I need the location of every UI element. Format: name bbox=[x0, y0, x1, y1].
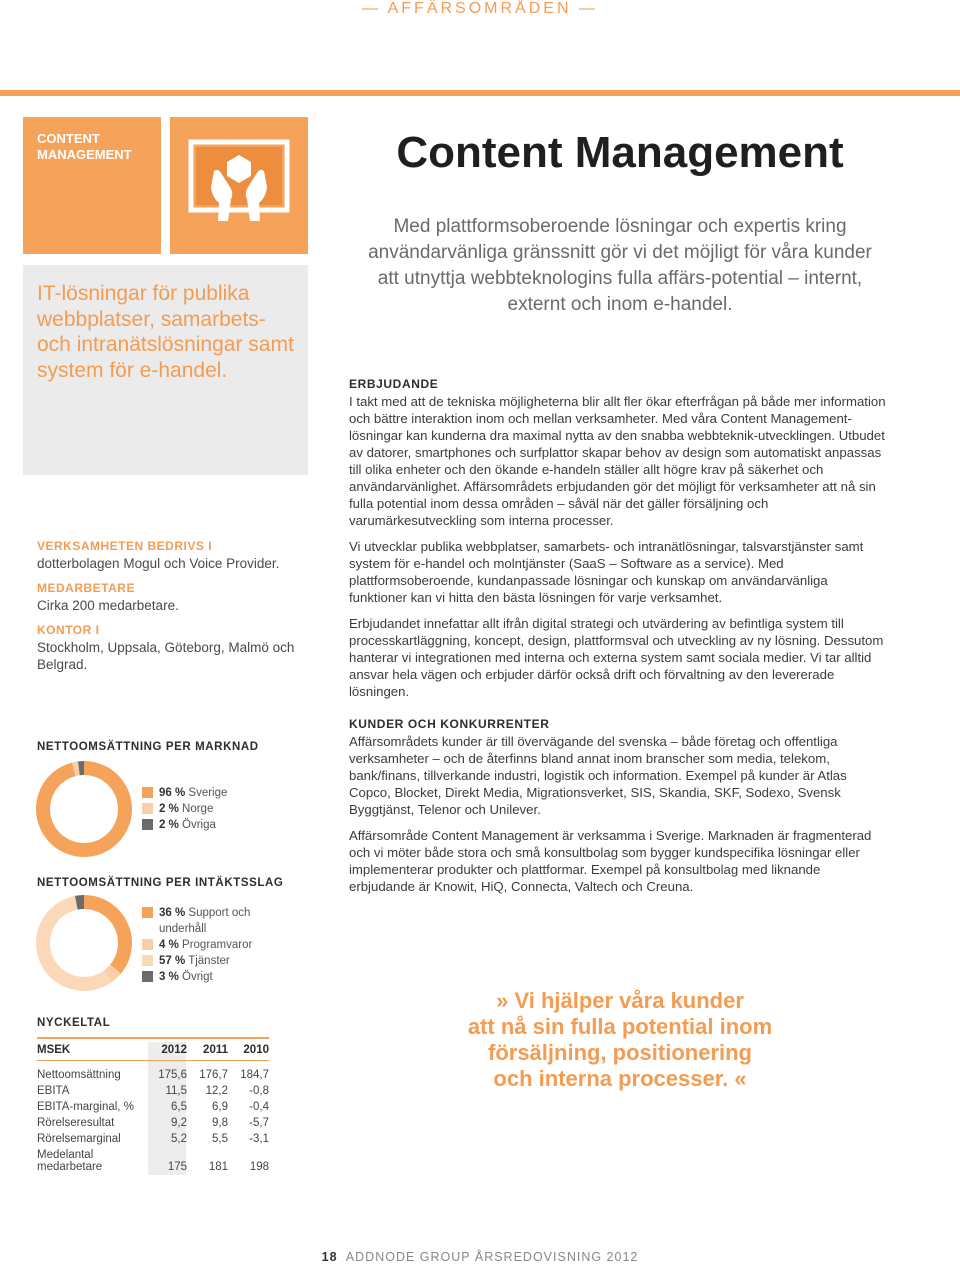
business-area-title-line1: CONTENT bbox=[37, 131, 132, 147]
revenue-donut-chart bbox=[36, 895, 132, 991]
kpi-value: 175 bbox=[146, 1161, 187, 1173]
offer-paragraph-2: Vi utvecklar publika webbplatser, samarbets- och intranätlösningar, talsvarstjänster samt system för e-handel och molntjänster (SaaS – Software as a service). Med plattformsoberoende, kundanpassade lösningar och kunskap om användarvänliga funktioner kan vi hitta den bästa lösningen för varje verksamhet. bbox=[349, 538, 889, 606]
quote-open-mark: » bbox=[496, 988, 508, 1013]
legend-label: 36 % Support och underhåll bbox=[159, 905, 272, 937]
kpi-unit: MSEK bbox=[37, 1044, 146, 1056]
kpi-value: 5,5 bbox=[187, 1133, 228, 1145]
page-footer bbox=[0, 1250, 960, 1264]
fact-employees-label: MEDARBETARE bbox=[37, 581, 135, 595]
market-donut-chart bbox=[36, 761, 132, 857]
donut-slice-övrigt bbox=[76, 902, 84, 903]
business-area-title-line2: MANAGEMENT bbox=[37, 147, 132, 163]
legend-item bbox=[142, 801, 272, 817]
legend-item bbox=[142, 817, 272, 833]
revenue-chart-title: NETTOOMSÄTTNING PER INTÄKTSSLAG bbox=[37, 877, 283, 889]
legend-swatch bbox=[142, 939, 153, 950]
business-area-box bbox=[23, 117, 161, 254]
market-chart-title: NETTOOMSÄTTNING PER MARKNAD bbox=[37, 741, 259, 753]
market-legend bbox=[142, 785, 272, 833]
kpi-value: 9,2 bbox=[146, 1117, 187, 1129]
kpi-row-label: Rörelsemarginal bbox=[37, 1133, 146, 1145]
quote-line-2: att nå sin fulla potential inom bbox=[468, 1014, 772, 1039]
legend-item bbox=[142, 937, 272, 953]
kpi-row-label: Rörelseresultat bbox=[37, 1117, 146, 1129]
kpi-value: 6,9 bbox=[187, 1101, 228, 1113]
pull-quote bbox=[430, 988, 810, 1092]
kpi-header-row bbox=[37, 1044, 269, 1061]
tagline-text: IT-lösningar för publika webbplatser, samarbets- och intranätslösningar samt system för e-handel. bbox=[37, 281, 302, 383]
kpi-value: 176,7 bbox=[187, 1069, 228, 1081]
legend-label: 2 % Övriga bbox=[159, 817, 216, 833]
fact-offices-label: KONTOR I bbox=[37, 623, 99, 637]
revenue-legend bbox=[142, 905, 272, 985]
legend-swatch bbox=[142, 819, 153, 830]
kpi-value: 181 bbox=[187, 1161, 228, 1173]
donut-slice-tjänster bbox=[43, 903, 108, 984]
fact-employees bbox=[37, 579, 297, 614]
quote-line-1: Vi hjälper våra kunder bbox=[514, 988, 743, 1013]
tagline-box bbox=[23, 265, 308, 475]
kpi-row bbox=[37, 1085, 269, 1097]
kpi-row bbox=[37, 1133, 269, 1145]
customers-paragraph-2: Affärsområde Content Management är verksamma i Sverige. Marknaden är fragmenterad och vi möter både stora och små konsultbolag som bygger kundspecifika lösningar eller implementerar produkter och plattformar. Exempel på konsultbolag med liknande erbjudande är Knowit, HiQ, Connecta, Valtech och Creuna. bbox=[349, 827, 889, 895]
orange-divider bbox=[0, 90, 960, 96]
offer-heading: ERBJUDANDE bbox=[349, 376, 889, 393]
fact-offices bbox=[37, 621, 297, 673]
customers-heading: KUNDER OCH KONKURRENTER bbox=[349, 716, 889, 733]
quote-line-4: och interna processer. bbox=[493, 1066, 728, 1091]
kpi-value: -5,7 bbox=[228, 1117, 269, 1129]
legend-item bbox=[142, 969, 272, 985]
customers-paragraph-1: Affärsområdets kunder är till övervägande del svenska – både företag och offentliga verksamheter – och de återfinns bland annat inom branscher som media, telekom, bank/finans, tillverkande industri, logistik och information. Exempel på kunder är Atlas Copco, Blocket, Direkt Media, Migrationsverket, SIS, Skandia, SKF, Sodexo, Svensk Byggtjänst, Telenor och Unilever. bbox=[349, 733, 889, 818]
donut-slice-norge bbox=[74, 768, 79, 769]
kpi-table bbox=[37, 1044, 269, 1177]
kpi-row-label: Medelantal medarbetare bbox=[37, 1149, 146, 1173]
fact-operations bbox=[37, 537, 297, 572]
legend-label: 2 % Norge bbox=[159, 801, 213, 817]
quote-close-mark: « bbox=[734, 1066, 746, 1091]
fact-employees-value: Cirka 200 medarbetare. bbox=[37, 598, 179, 613]
kpi-value: 198 bbox=[228, 1161, 269, 1173]
kpi-value: -0,8 bbox=[228, 1085, 269, 1097]
legend-label: 4 % Programvaror bbox=[159, 937, 252, 953]
offer-paragraph-1: I takt med att de tekniska möjligheterna blir allt fler ökar efterfrågan på både mer information och bättre interaktion inom och mellan verksamheter. Med våra Content Management-lösningar kan kunderna dra maximal nytta av den snabba webbteknik-utvecklingen. Utbudet av datorer, smartphones och surfplattor skapar behov av design som automatiskt anpassas till olika enheter och den ökande e-handeln ställer allt högre krav på säkerhet och användarvänlighet. Affärsområdets erbjudanden gör det möjligt för verksamheter att nå sin fulla potential inom dessa områden – såväl när det gäller försäljning och varumärkesutveckling som interna processer. bbox=[349, 393, 889, 529]
donut-slice-support-och-underhåll bbox=[84, 902, 125, 969]
icon-box bbox=[170, 117, 308, 254]
legend-swatch bbox=[142, 955, 153, 966]
intro-text: Med plattformsoberoende lösningar och expertis kring användarvänliga gränssnitt gör vi det möjligt för våra kunder att utnyttja webbteknologins fulla affärs-potential – internt, externt och inom e-handel. bbox=[360, 214, 880, 318]
kpi-value: 9,8 bbox=[187, 1117, 228, 1129]
kpi-year: 2012 bbox=[146, 1044, 187, 1056]
legend-item bbox=[142, 905, 272, 937]
business-area-title bbox=[37, 131, 132, 163]
kpi-row-label: EBITA-marginal, % bbox=[37, 1101, 146, 1113]
kpi-value: 175,6 bbox=[146, 1069, 187, 1081]
legend-swatch bbox=[142, 787, 153, 798]
legend-item bbox=[142, 785, 272, 801]
kpi-row bbox=[37, 1101, 269, 1113]
kpi-row-label: EBITA bbox=[37, 1085, 146, 1097]
page-number: 18 bbox=[322, 1250, 338, 1264]
footer-text: ADDNODE GROUP ÅRSREDOVISNING 2012 bbox=[346, 1250, 639, 1264]
legend-swatch bbox=[142, 803, 153, 814]
kpi-value: 5,2 bbox=[146, 1133, 187, 1145]
hands-holding-cube-monitor-icon bbox=[170, 117, 308, 254]
kpi-value: -0,4 bbox=[228, 1101, 269, 1113]
kpi-value: 12,2 bbox=[187, 1085, 228, 1097]
kpi-row-label: Nettoomsättning bbox=[37, 1069, 146, 1081]
legend-label: 3 % Övrigt bbox=[159, 969, 213, 985]
offer-section bbox=[349, 376, 889, 709]
fact-operations-value: dotterbolagen Mogul och Voice Provider. bbox=[37, 556, 279, 571]
kpi-value: 6,5 bbox=[146, 1101, 187, 1113]
facts-block bbox=[37, 537, 297, 680]
legend-item bbox=[142, 953, 272, 969]
kpi-row bbox=[37, 1069, 269, 1081]
kpi-heading: NYCKELTAL bbox=[37, 1017, 110, 1029]
kpi-top-rule bbox=[37, 1037, 269, 1039]
legend-swatch bbox=[142, 971, 153, 982]
legend-swatch bbox=[142, 907, 153, 918]
kpi-value: 11,5 bbox=[146, 1085, 187, 1097]
customers-section bbox=[349, 716, 889, 904]
donut-slice-programvaror bbox=[108, 969, 115, 976]
fact-operations-label: VERKSAMHETEN BEDRIVS I bbox=[37, 539, 212, 553]
fact-offices-value: Stockholm, Uppsala, Göteborg, Malmö och Belgrad. bbox=[37, 640, 294, 672]
donut-slice-sverige bbox=[43, 768, 125, 850]
kpi-year: 2010 bbox=[228, 1044, 269, 1056]
kpi-value: 184,7 bbox=[228, 1069, 269, 1081]
legend-label: 96 % Sverige bbox=[159, 785, 227, 801]
section-label: — AFFÄRSOMRÅDEN — bbox=[0, 0, 960, 18]
legend-label: 57 % Tjänster bbox=[159, 953, 230, 969]
quote-line-3: försäljning, positionering bbox=[488, 1040, 752, 1065]
kpi-row bbox=[37, 1149, 269, 1173]
page-title: Content Management bbox=[360, 128, 880, 178]
kpi-value: -3,1 bbox=[228, 1133, 269, 1145]
offer-paragraph-3: Erbjudandet innefattar allt ifrån digital strategi och utvärdering av befintliga system till processkartläggning, koncept, design, plattformsval och utveckling av ny lösning. Dessutom hanterar vi integrationen med interna och externa system samt sociala medier. Vi tar alltid ansvar hela vägen och erbjuder därför också drift och förvaltning av den levererade lösningen. bbox=[349, 615, 889, 700]
kpi-row bbox=[37, 1117, 269, 1129]
kpi-year: 2011 bbox=[187, 1044, 228, 1056]
